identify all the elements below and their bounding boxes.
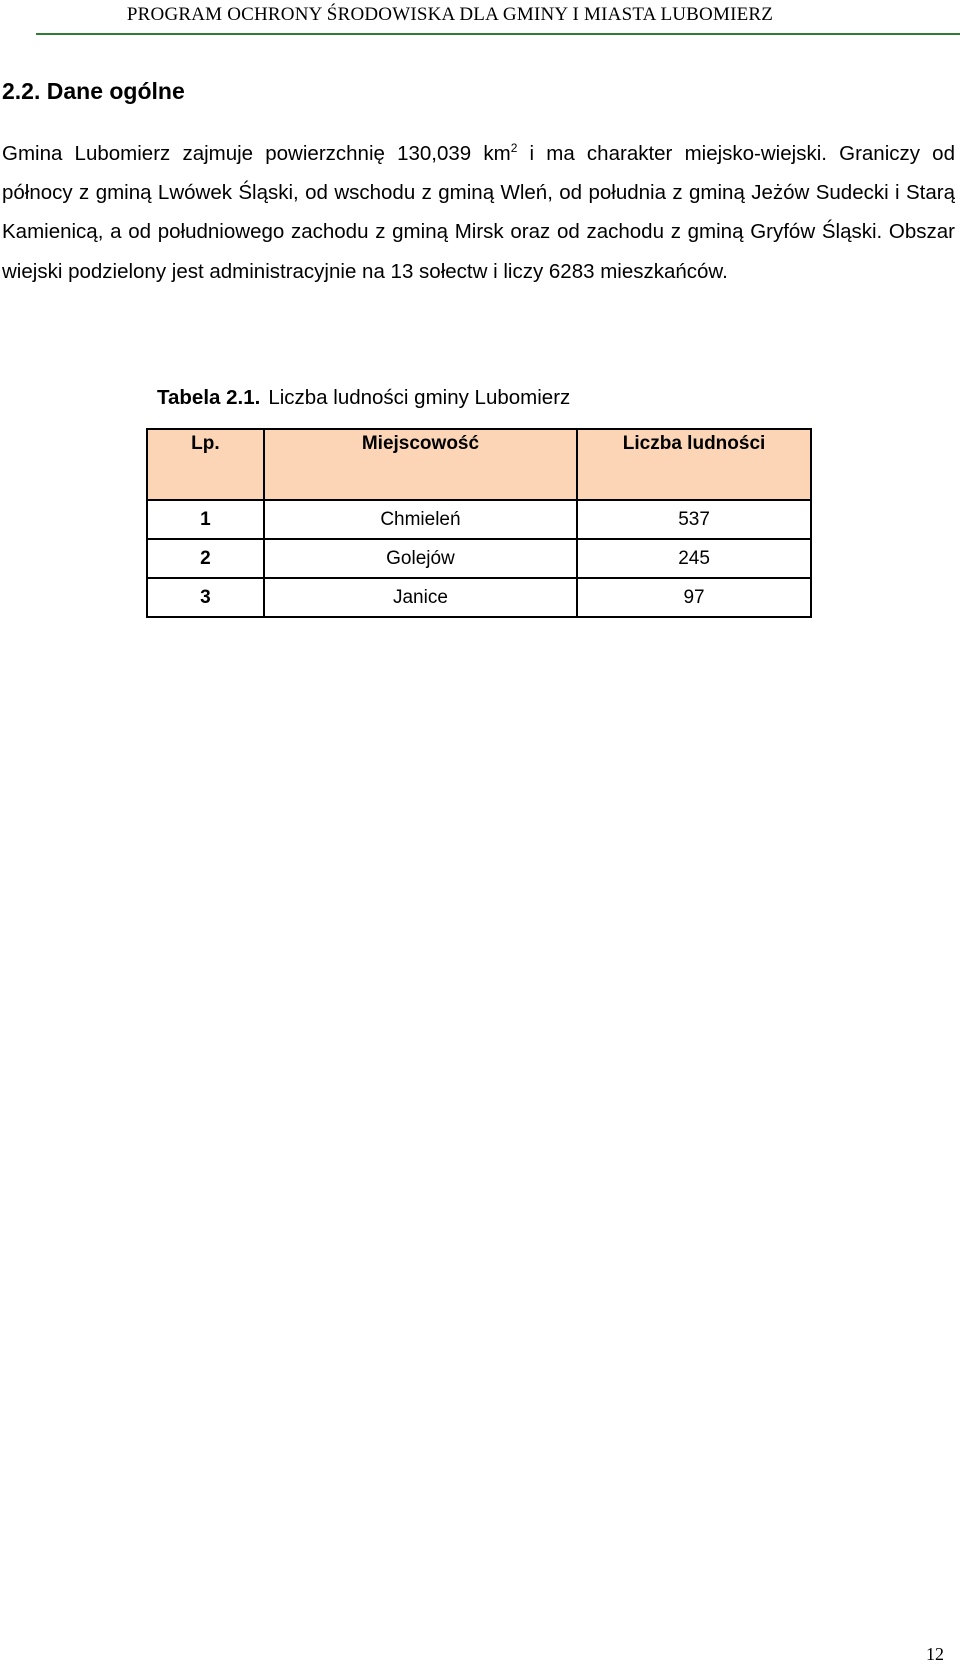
header-rule — [36, 33, 960, 35]
row-number-cell: 1 — [147, 500, 264, 539]
page-header — [0, 0, 960, 36]
table-caption-text: Liczba ludności gminy Lubomierz — [268, 386, 571, 409]
row-number-cell: 2 — [147, 539, 264, 578]
table-caption-label: Tabela 2.1. — [157, 386, 261, 409]
column-header-locality: Miejscowość — [264, 429, 577, 500]
paragraph-text-start: Gmina Lubomierz zajmuje powierzchnię 130,039 km — [2, 142, 511, 165]
area-unit-superscript: 2 — [510, 141, 518, 156]
section-heading: 2.2. Dane ogólne — [2, 78, 185, 104]
table-row — [147, 539, 811, 578]
locality-cell: Janice — [264, 578, 577, 617]
population-cell: 97 — [577, 578, 811, 617]
table-header-row — [147, 429, 811, 500]
column-header-population: Liczba ludności — [577, 429, 811, 500]
page-number: 12 — [926, 1644, 944, 1664]
locality-cell: Golejów — [264, 539, 577, 578]
population-cell: 245 — [577, 539, 811, 578]
population-table — [146, 428, 812, 618]
table-caption — [157, 386, 570, 410]
column-header-lp: Lp. — [147, 429, 264, 500]
locality-cell: Chmieleń — [264, 500, 577, 539]
table-row — [147, 500, 811, 539]
population-cell: 537 — [577, 500, 811, 539]
header-title: PROGRAM OCHRONY ŚRODOWISKA DLA GMINY I MIASTA LUBOMIERZ — [126, 4, 774, 25]
table-row — [147, 578, 811, 617]
body-paragraph — [2, 134, 955, 291]
row-number-cell: 3 — [147, 578, 264, 617]
paragraph-text-end: i ma charakter miejsko-wiejski. Graniczy od północy z gminą Lwówek Śląski, od wschodu z gminą Wleń, od południa z gminą Jeżów Sudecki i Starą Kamienicą, a od południowego zachodu z gminą Mirsk oraz od zachodu z gminą Gryfów Śląski. Obszar wiejski podzielony jest administracyjnie na 13 sołectw i liczy 6283 mieszkańców. — [2, 142, 955, 283]
